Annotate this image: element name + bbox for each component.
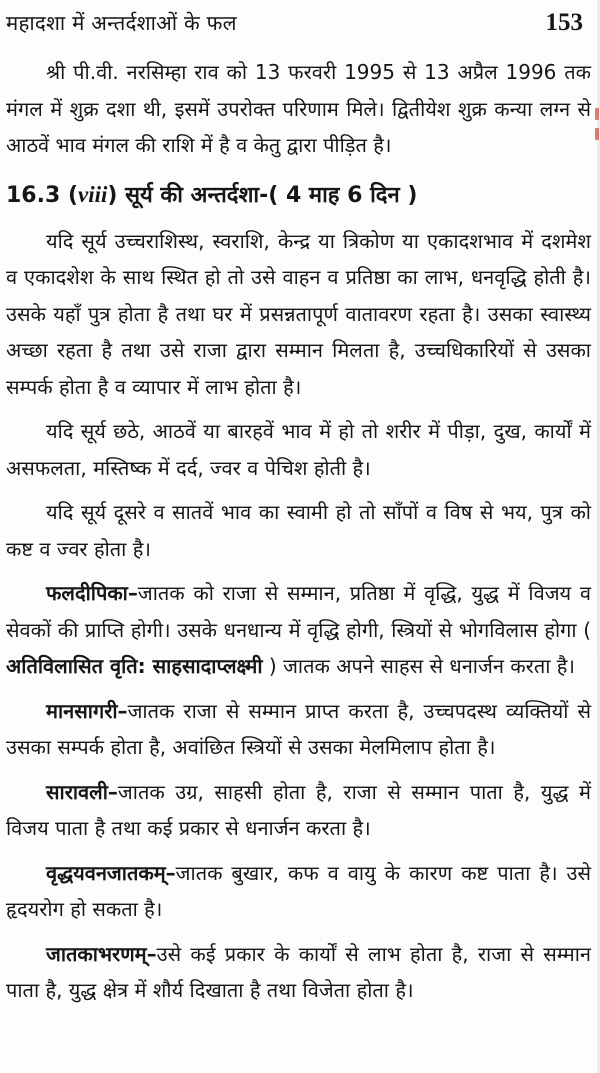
intro-paragraph-text: श्री पी.वी. नरसिम्हा राव को 13 फरवरी 1995 से 13 अप्रैल 1996 तक मंगल में शुक्र दशा थी, इसमें उपरोक्त परिणाम मिले। द्वितीयेश शुक्र कन्या लग्न से आठवें भाव मंगल की राशि में है व केतु द्वारा पीड़ित है।: [6, 60, 591, 157]
paragraph-text: ) जातक अपने साहस से धनार्जन करता है।: [262, 654, 575, 678]
source-name-vriddha-yavana-jatakam: वृद्धयवनजातकम्–: [46, 860, 176, 885]
scan-red-mark: [595, 108, 599, 120]
paragraph-saravali: [6, 774, 591, 847]
page-content: [6, 54, 591, 1009]
source-name-saravali: सारावली–: [46, 779, 118, 804]
paragraph-text: जातक उग्र, साहसी होता है, राजा से सम्मान पाता है, युद्ध में विजय पाता है तथा कई प्रकार से धनार्जन करता है।: [6, 779, 591, 840]
paragraph-jatakabharanam: [6, 936, 591, 1009]
source-name-jatakabharanam: जातकाभरणम्–: [46, 941, 157, 966]
paragraph-vriddha-yavana-jatakam: [6, 855, 591, 928]
page-number: 153: [545, 9, 583, 36]
section-heading: [6, 178, 591, 213]
paragraph-surya-malefic-houses: [6, 413, 591, 486]
paragraph-text: जातक को राजा से सम्मान, प्रतिष्ठा में वृद्धि, युद्ध में विजय व सेवकों की प्राप्ति होगी। उसके धनधान्य में वृद्धि होगी, स्त्रियों से भोगविलास होगा (: [6, 581, 591, 642]
page-header: [6, 8, 591, 38]
paragraph-surya-benefic: [6, 223, 591, 406]
section-roman-numeral: viii: [78, 181, 108, 207]
paragraph-text: यदि सूर्य उच्चराशिस्थ, स्वराशि, केन्द्र या त्रिकोण या एकादशभाव में दशमेश व एकादशेश के साथ स्थित हो तो उसे वाहन व प्रतिष्ठा का लाभ, धनवृद्धि होती है। उसके यहाँ पुत्र होता है तथा घर में प्रसन्नतापूर्ण वातावरण रहता है। उसका स्वास्थ्य अच्छा रहता है तथा उसे राजा द्वारा सम्मान मिलता है, उच्चधिकारियों से उसका सम्पर्क होता है व व्यापार में लाभ होता है।: [6, 228, 591, 399]
source-name-phaladipika: फलदीपिका–: [46, 581, 138, 605]
section-title: ) सूर्य की अन्तर्दशा-( 4 माह 6 दिन ): [107, 182, 418, 208]
paragraph-text: जातक बुखार, कफ व वायु के कारण कष्ट पाता है। उसे हृदयरोग हो सकता है।: [6, 860, 591, 921]
paragraph-mansagari: [6, 693, 591, 766]
paragraph-surya-lordship: [6, 494, 591, 567]
intro-paragraph: [6, 54, 591, 164]
section-number: 16.3 (: [6, 182, 78, 208]
scan-red-mark: [595, 128, 599, 140]
paragraph-phaladipika: [6, 575, 591, 685]
sanskrit-quote: अतिविलासित वृति: साहसादाप्लक्ष्मी: [6, 654, 263, 678]
paragraph-text: उसे कई प्रकार के कार्यों से लाभ होता है, राजा से सम्मान पाता है, युद्ध क्षेत्र में शौर्य दिखाता है तथा विजेता होता है।: [6, 941, 591, 1002]
paragraph-text: यदि सूर्य छठे, आठवें या बारहवें भाव में हो तो शरीर में पीड़ा, दुख, कार्यों में असफलता, मस्तिष्क में दर्द, ज्वर व पेचिश होती है।: [6, 419, 591, 480]
running-title: महादशा में अन्तर्दशाओं के फल: [6, 11, 237, 35]
source-name-mansagari: मानसागरी–: [46, 698, 128, 723]
paragraph-text: यदि सूर्य दूसरे व सातवें भाव का स्वामी हो तो साँपों व विष से भय, पुत्र को कष्ट व ज्वर होता है।: [6, 500, 591, 561]
paragraph-text: जातक राजा से सम्मान प्राप्त करता है, उच्चपदस्थ व्यक्तियों से उसका सम्पर्क होता है, अवांछित स्त्रियों से उसका मेलमिलाप होता है।: [6, 698, 591, 759]
